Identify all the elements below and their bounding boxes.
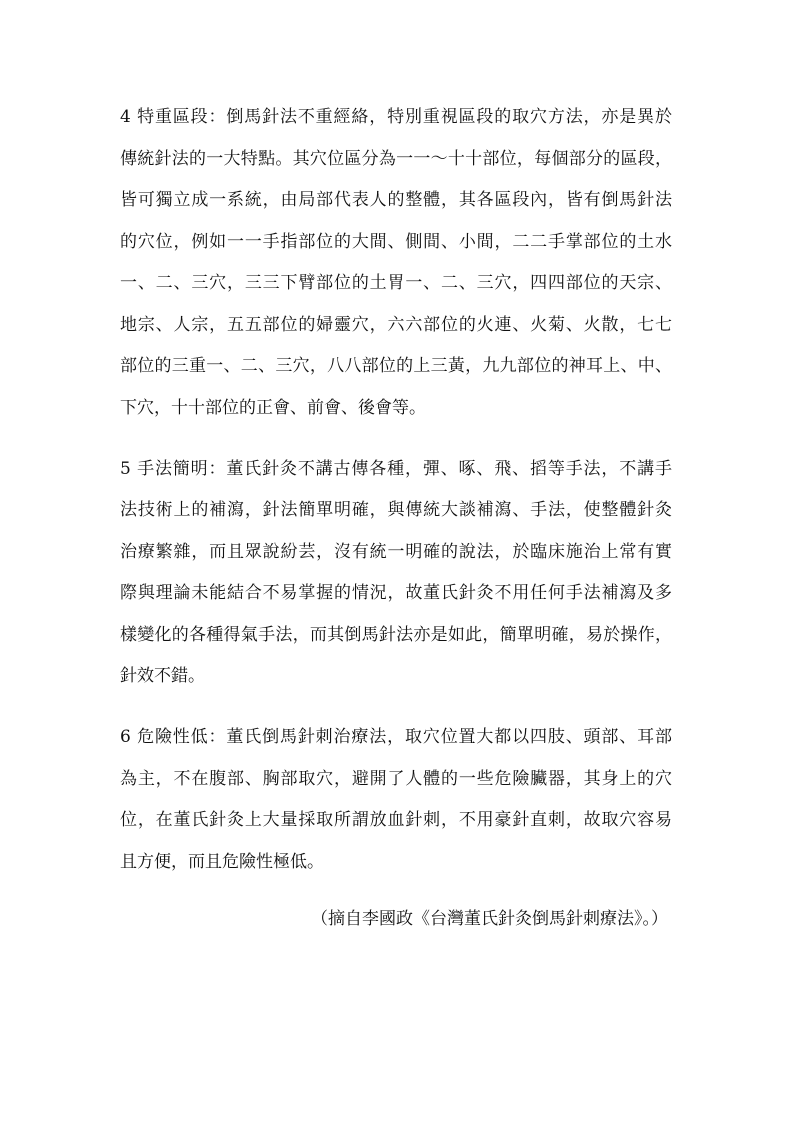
text-line: 為主，不在腹部、胸部取穴，避開了人體的一些危險臟器，其身上的穴: [120, 768, 672, 789]
text-line: 下穴，十十部位的正會、前會、後會等。: [120, 397, 426, 418]
paragraph-special-zones: [120, 97, 672, 429]
text-line: 針效不錯。: [120, 666, 205, 686]
text-line: 治療繁雜，而且眾說紛芸，沒有統一明確的說法，於臨床施治上常有實: [120, 541, 672, 562]
text-line: 地宗、人宗，五五部位的婦靈穴，六六部位的火連、火菊、火散，七七: [120, 314, 672, 335]
text-line: 位，在董氏針灸上大量採取所謂放血針刺，不用豪針直刺，故取穴容易: [120, 810, 672, 830]
document-page: [120, 97, 672, 941]
text-line: 5 手法簡明：董氏針灸不講古傳各種，彈、啄、飛、搯等手法，不講手: [120, 458, 672, 479]
text-line: 4 特重區段：倒馬針法不重經絡，特別重視區段的取穴方法，亦是異於: [120, 107, 672, 127]
paragraph-simple-technique: [120, 449, 672, 698]
text-line: 皆可獨立成一系統，由局部代表人的整體，其各區段內，皆有倒馬針法: [120, 190, 672, 210]
text-line: 傳統針法的一大特點。其穴位區分為一一～十十部位，每個部分的區段，: [120, 148, 672, 169]
text-line: 部位的三重一、二、三穴，八八部位的上三黃，九九部位的神耳上、中、: [120, 356, 672, 376]
text-line: 法技術上的補瀉，針法簡單明確，與傳統大談補瀉、手法，使整體針灸: [120, 500, 672, 520]
text-line: 一、二、三穴，三三下臂部位的土胃一、二、三穴，四四部位的天宗、: [120, 273, 672, 293]
paragraph-low-risk: [120, 717, 672, 883]
text-line: 樣變化的各種得氣手法，而其倒馬針法亦是如此，簡單明確，易於操作，: [120, 624, 672, 645]
text-line: 6 危險性低：董氏倒馬針刺治療法，取穴位置大都以四肢、頭部、耳部: [120, 727, 672, 747]
source-citation: （摘自李國政《台灣董氏針灸倒馬針刺療法》。）: [311, 909, 668, 929]
text-line: 際與理論未能結合不易掌握的情況，故董氏針灸不用任何手法補瀉及多: [120, 583, 672, 603]
text-line: 且方便，而且危險性極低。: [120, 851, 324, 872]
text-line: 的穴位，例如一一手指部位的大間、側間、小間，二二手掌部位的土水: [120, 231, 672, 252]
